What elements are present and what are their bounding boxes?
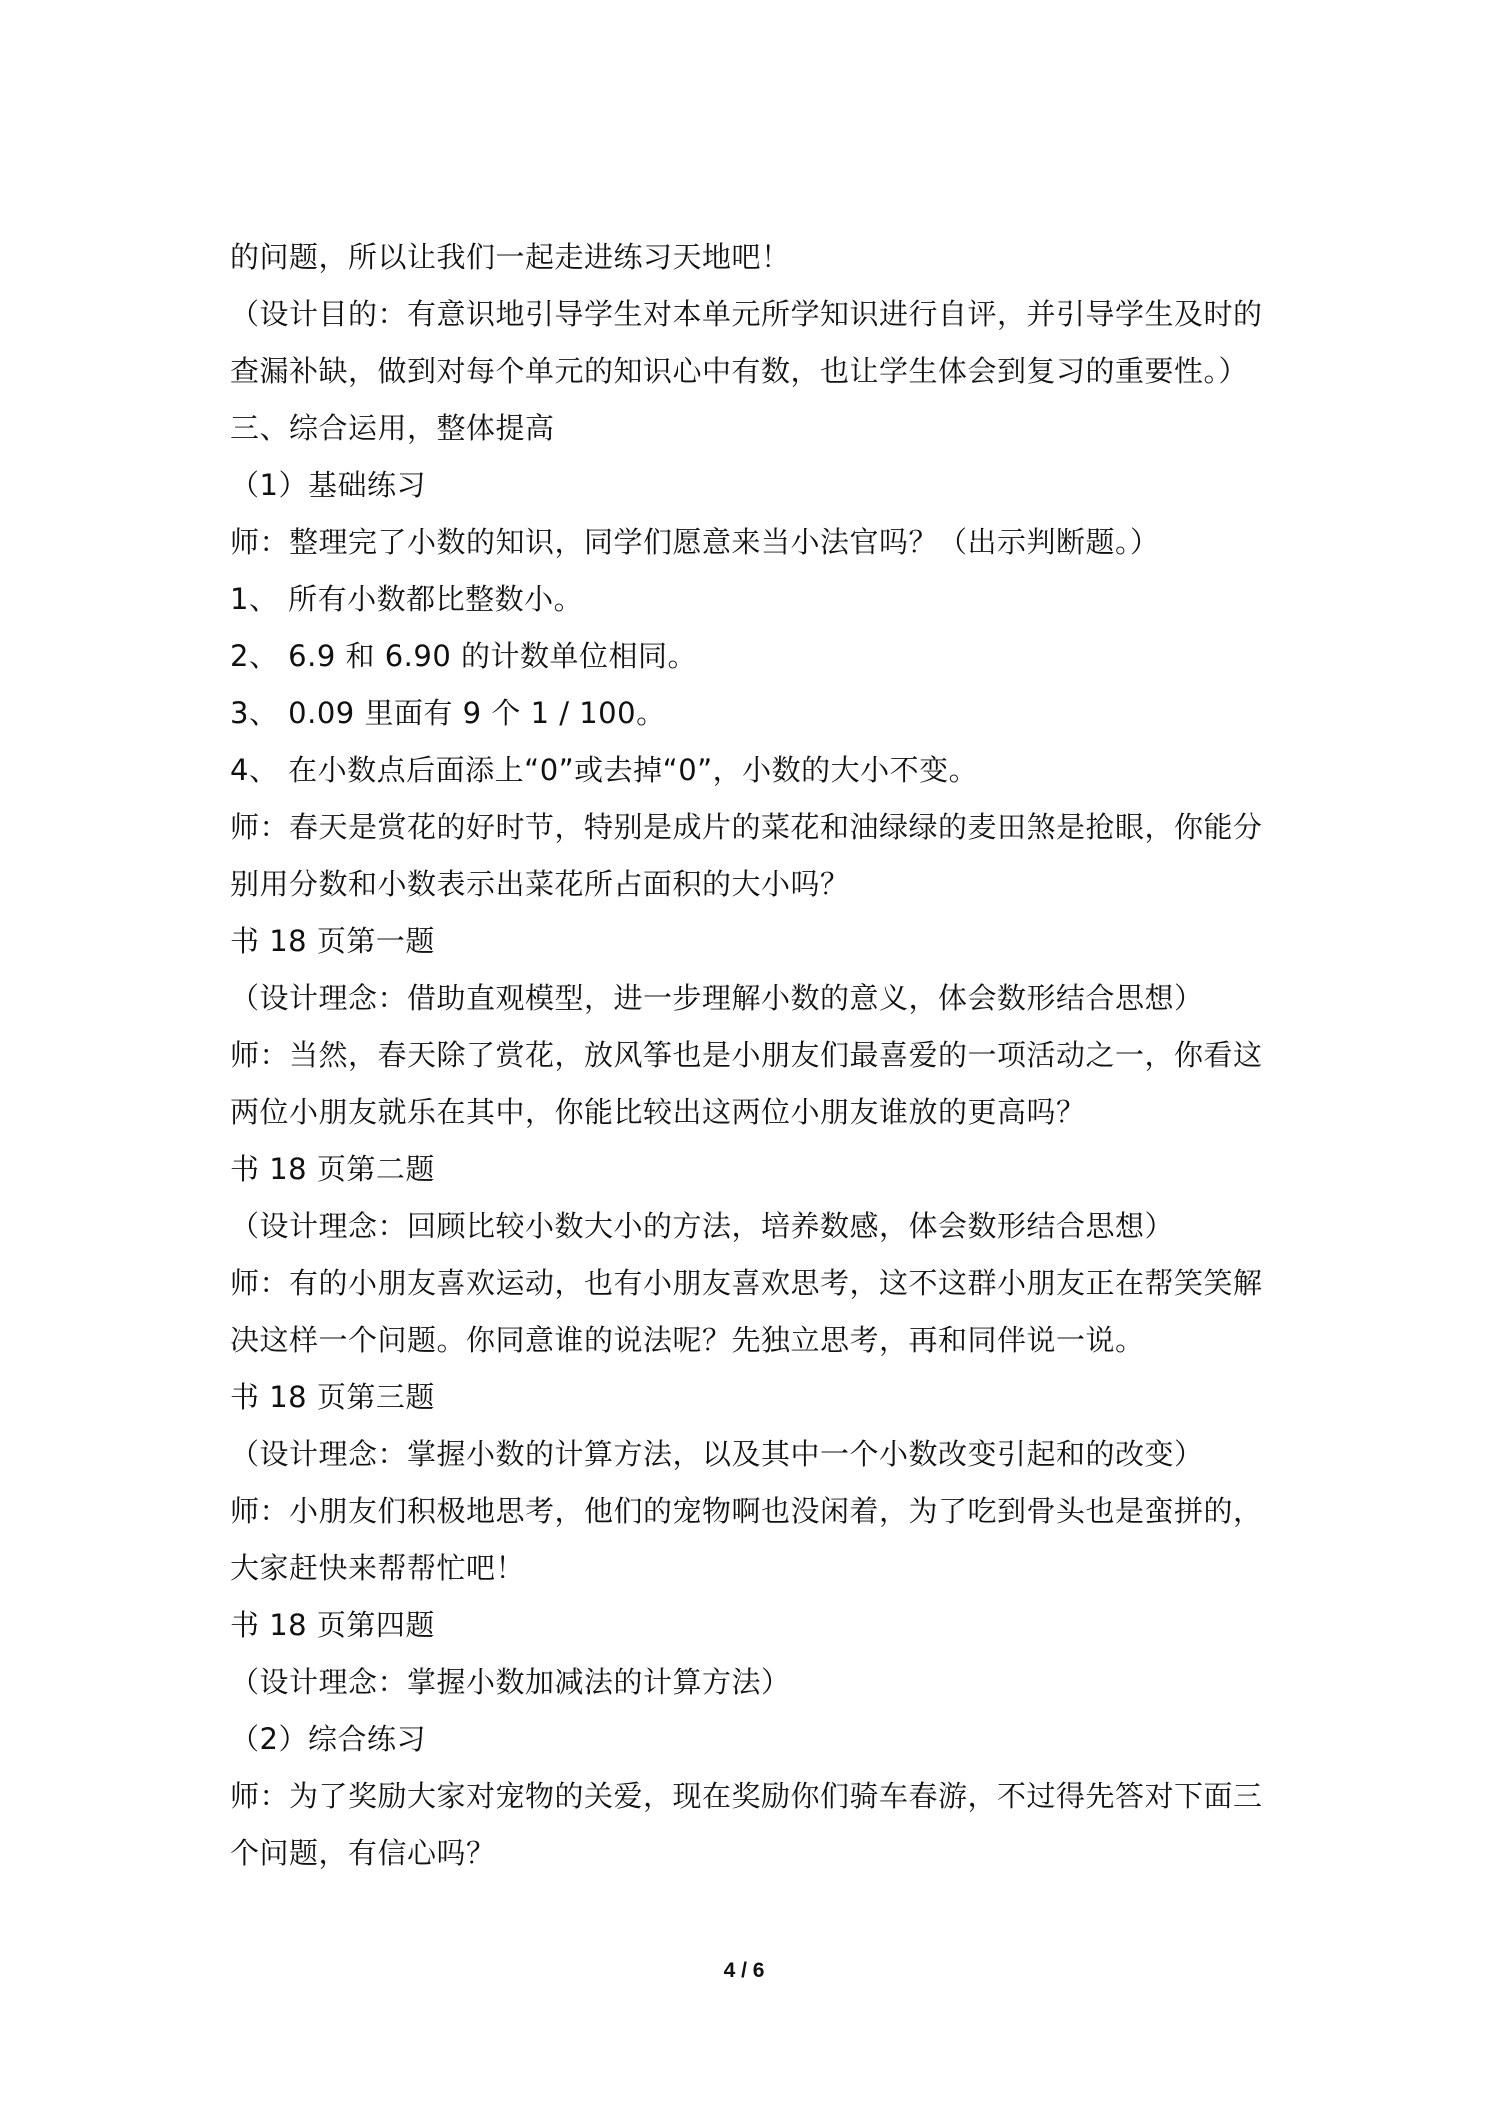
- text-line-19: 师：有的小朋友喜欢运动，也有小朋友喜欢思考，这不这群小朋友正在帮笑笑解: [230, 1266, 1263, 1300]
- subsection-heading-basic-practice: （1）基础练习: [230, 468, 426, 502]
- text-line-16: 两位小朋友就乐在其中，你能比较出这两位小朋友谁放的更高吗？: [230, 1095, 1086, 1129]
- book-exercise-ref-1: 书 18 页第一题: [230, 924, 435, 958]
- text-line-1: 的问题，所以让我们一起走进练习天地吧！: [230, 240, 791, 274]
- text-line-29: 个问题，有信心吗？: [230, 1836, 496, 1870]
- judgement-item-4: 4、 在小数点后面添上“0”或去掉“0”，小数的大小不变。: [230, 753, 979, 787]
- design-note-4: （设计理念：掌握小数加减法的计算方法）: [230, 1665, 791, 1699]
- text-line-3: 查漏补缺，做到对每个单元的知识心中有数，也让学生体会到复习的重要性。）: [230, 354, 1249, 388]
- design-note-2: （设计理念：回顾比较小数大小的方法，培养数感，体会数形结合思想）: [230, 1209, 1175, 1243]
- judgement-item-3: 3、 0.09 里面有 9 个 1 / 100。: [230, 696, 666, 730]
- book-exercise-ref-3: 书 18 页第三题: [230, 1380, 435, 1414]
- text-line-20: 决这样一个问题。你同意谁的说法呢？先独立思考，再和同伴说一说。: [230, 1323, 1145, 1357]
- book-exercise-ref-2: 书 18 页第二题: [230, 1152, 435, 1186]
- design-note-3: （设计理念：掌握小数的计算方法，以及其中一个小数改变引起和的改变）: [230, 1437, 1204, 1471]
- text-line-23: 师：小朋友们积极地思考，他们的宠物啊也没闲着，为了吃到骨头也是蛮拼的，: [230, 1494, 1263, 1528]
- text-line-11: 师：春天是赏花的好时节，特别是成片的菜花和油绿绿的麦田煞是抢眼，你能分: [230, 810, 1263, 844]
- section-heading: 三、综合运用，整体提高: [230, 411, 555, 445]
- design-note-1: （设计理念：借助直观模型，进一步理解小数的意义，体会数形结合思想）: [230, 981, 1204, 1015]
- text-line-24: 大家赶快来帮帮忙吧！: [230, 1551, 526, 1585]
- text-line-15: 师：当然，春天除了赏花，放风筝也是小朋友们最喜爱的一项活动之一，你看这: [230, 1038, 1263, 1072]
- page-number: 4 / 6: [723, 1959, 765, 1982]
- text-line-12: 别用分数和小数表示出菜花所占面积的大小吗？: [230, 867, 850, 901]
- judgement-item-2: 2、 6.9 和 6.90 的计数单位相同。: [230, 639, 698, 673]
- book-exercise-ref-4: 书 18 页第四题: [230, 1608, 435, 1642]
- judgement-item-1: 1、 所有小数都比整数小。: [230, 582, 584, 616]
- subsection-heading-comprehensive-practice: （2）综合练习: [230, 1722, 426, 1756]
- text-line-2: （设计目的：有意识地引导学生对本单元所学知识进行自评，并引导学生及时的: [230, 297, 1263, 331]
- text-line-28: 师：为了奖励大家对宠物的关爱，现在奖励你们骑车春游，不过得先答对下面三: [230, 1779, 1263, 1813]
- text-line-6: 师：整理完了小数的知识，同学们愿意来当小法官吗？（出示判断题。）: [230, 525, 1160, 559]
